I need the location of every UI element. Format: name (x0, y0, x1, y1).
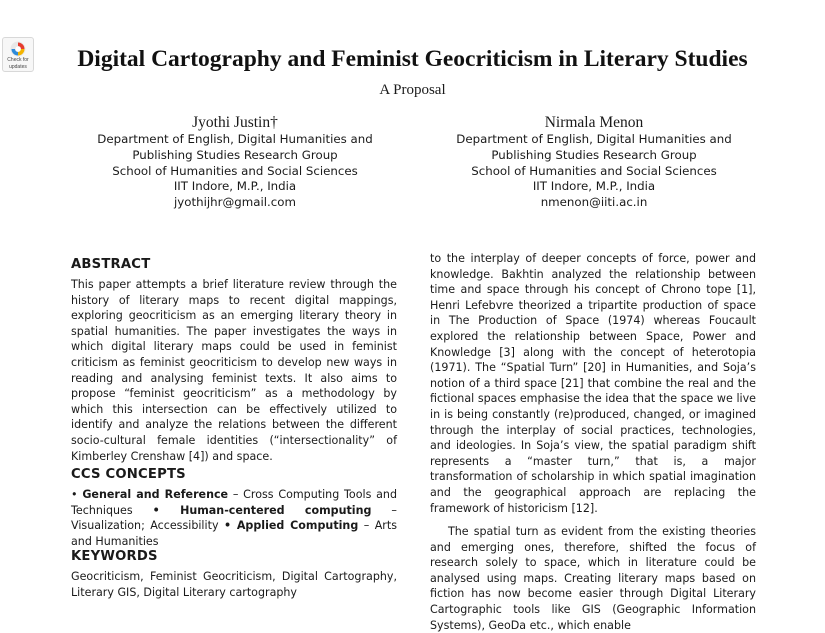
right-column (430, 251, 756, 633)
body-paragraph-1: to the interplay of deeper concepts of force, power and knowledge. Bakhtin analyzed the relationship between time and space through his concept of Chrono tope [1], Henri Lefebvre theorized a tripartite production of space in The Production of Space (1974) whereas Foucault explored the relationship between Space, Power and Knowledge [3] along with the concept of heterotopia (1971). The “Spatial Turn” [20] in Humanities, and Soja’s notion of a third space [21] that combine the real and the fictional spaces emphasise the idea that the space we live in is being constantly (re)produced, changed, or imagined through the interplay of social practices, technologies, and ideologies. In Soja’s view, the spatial paradigm shift represents a “master turn,” that is, a major transformation of scholarship in which spatial imagination and the geographical approach are replacing the framework of historicism [12]. (430, 252, 756, 515)
ccs-concept-general: General and Reference (82, 488, 229, 501)
author-email[interactable]: nmenon@iiti.ac.in (540, 195, 648, 210)
ccs-concept-applied: • Applied Computing (223, 519, 359, 533)
author-email[interactable]: jyothijhr@gmail.com (174, 195, 296, 210)
keywords-section (71, 548, 397, 600)
badge-text-line2: updates (9, 63, 27, 70)
ccs-concept-general-detail: – Cross Computing Tools and Techniques (71, 488, 397, 517)
ccs-concept-hcc-detail: – Visualization; Accessibility (71, 503, 397, 533)
author-school: School of Humanities and Social Sciences (112, 163, 358, 178)
abstract-text: This paper attempts a brief literature review through the history of literary maps to recent digital mappings, exploring geocriticism as an emerging literary theory in spatial humanities. The paper investigates the ways in which digital literary maps could be used in feminist criticism as feminist geocriticism to develop new ways in reading and analysing feminist texts. It also aims to propose “feminist geocriticism” as a methodology by which this intersection can be effectively utilized to identify and analyze the relations between the different socio-cultural female identities (“intersectionality” of Kimberley Crenshaw [4]) and space. (71, 278, 397, 463)
keywords-heading: KEYWORDS (71, 549, 158, 564)
badge-text-line1: Check for (7, 57, 29, 63)
ccs-bullet: • (71, 488, 83, 501)
paper-title: Digital Cartography and Feminist Geocriticism in Literary Studies (77, 46, 748, 72)
body-paragraph-2: The spatial turn as evident from the existing theories and emerging ones, therefore, shifted the focus of research solely to space, which in literature could be analysed using maps. Creating literary maps based on fiction has now become easier through Digital Literary Cartographic tools like GIS (Geographic Information Systems), GeoDa etc., which enable (430, 525, 756, 632)
ccs-text (71, 487, 397, 549)
author-school: School of Humanities and Social Sciences (471, 163, 717, 178)
ccs-concept-applied-detail: – Arts and Humanities (71, 519, 397, 548)
author-block-1 (70, 114, 400, 211)
author-institution: IIT Indore, M.P., India (532, 179, 656, 194)
keywords-text: Geocriticism, Feminist Geocriticism, Digital Cartography, Literary GIS, Digital Literary cartography (71, 570, 397, 599)
author-name: Jyothi Justin† (192, 114, 278, 131)
abstract-heading: ABSTRACT (71, 257, 151, 272)
ccs-concept-hcc: • Human-centered computing (152, 503, 372, 517)
author-name: Nirmala Menon (544, 114, 644, 131)
author-department: Department of English, Digital Humanities and (97, 132, 373, 146)
author-group: Publishing Studies Research Group (132, 147, 338, 162)
author-department: Department of English, Digital Humanities and (456, 132, 732, 146)
author-block-2 (429, 114, 759, 211)
ccs-heading: CCS CONCEPTS (71, 467, 186, 482)
ccs-section (71, 466, 397, 549)
author-institution: IIT Indore, M.P., India (173, 179, 297, 194)
author-group: Publishing Studies Research Group (491, 147, 697, 162)
paper-subtitle: A Proposal (379, 82, 446, 98)
abstract-section (71, 256, 397, 464)
